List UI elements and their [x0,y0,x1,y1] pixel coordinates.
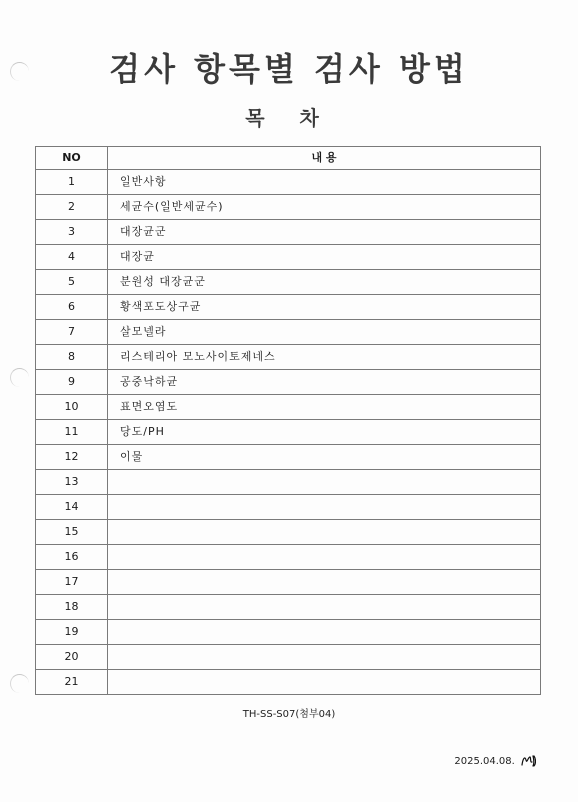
row-number: 9 [36,370,108,395]
table-of-contents [35,146,541,695]
row-number: 12 [36,445,108,470]
row-content [108,520,541,545]
row-content: 세균수(일반세균수) [108,195,541,220]
header-no: NO [36,147,108,170]
table-row [36,170,541,195]
table-header-row [36,147,541,170]
row-content [108,645,541,670]
row-number: 21 [36,670,108,695]
row-number: 18 [36,595,108,620]
row-number: 13 [36,470,108,495]
row-content: 일반사항 [108,170,541,195]
table-row [36,620,541,645]
row-number: 4 [36,245,108,270]
table-row [36,420,541,445]
table-row [36,520,541,545]
row-number: 10 [36,395,108,420]
table-row [36,270,541,295]
row-number: 3 [36,220,108,245]
document-date: 2025.04.08. [454,756,515,767]
table-row [36,645,541,670]
row-content [108,495,541,520]
table-row [36,245,541,270]
row-content: 황색포도상구균 [108,295,541,320]
table-row [36,670,541,695]
table-row [36,320,541,345]
table-row [36,470,541,495]
table-row [36,545,541,570]
row-number: 5 [36,270,108,295]
table-row [36,495,541,520]
row-content [108,670,541,695]
table-row [36,445,541,470]
table-row [36,395,541,420]
row-number: 19 [36,620,108,645]
row-content: 리스테리아 모노사이토제네스 [108,345,541,370]
handwritten-signature [520,754,536,768]
row-content: 공중낙하균 [108,370,541,395]
row-content [108,595,541,620]
table-row [36,370,541,395]
document-code: TH-SS-S07(첨부04) [242,709,336,720]
header-content: 내 용 [108,147,541,170]
row-number: 14 [36,495,108,520]
row-content: 이물 [108,445,541,470]
table-row [36,345,541,370]
row-content: 분원성 대장균군 [108,270,541,295]
row-content: 살모넬라 [108,320,541,345]
row-number: 15 [36,520,108,545]
row-content: 대장균군 [108,220,541,245]
row-number: 17 [36,570,108,595]
row-number: 6 [36,295,108,320]
punch-hole-middle [10,368,29,387]
row-content [108,620,541,645]
row-number: 16 [36,545,108,570]
row-number: 11 [36,420,108,445]
row-content [108,545,541,570]
row-content: 당도/PH [108,420,541,445]
row-number: 1 [36,170,108,195]
row-content [108,470,541,495]
table-row [36,220,541,245]
document-subtitle: 목 차 [245,106,333,130]
row-number: 2 [36,195,108,220]
row-number: 20 [36,645,108,670]
table-row [36,595,541,620]
row-content: 대장균 [108,245,541,270]
punch-hole-bottom [10,674,29,693]
row-number: 8 [36,345,108,370]
row-content [108,570,541,595]
document-date-line [454,754,536,768]
row-content: 표면오염도 [108,395,541,420]
document-title: 검사 항목별 검사 방법 [109,50,469,88]
row-number: 7 [36,320,108,345]
table-row [36,570,541,595]
table-row [36,195,541,220]
table-row [36,295,541,320]
table-body [36,170,541,695]
